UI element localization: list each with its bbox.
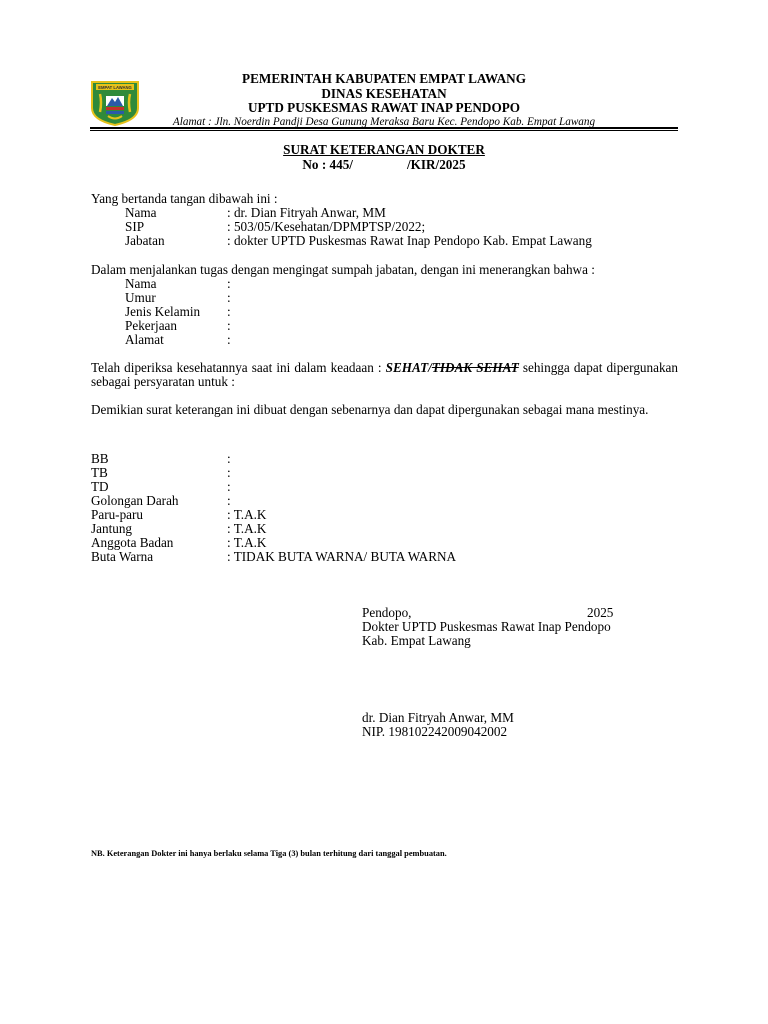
signer-value: : 503/05/Kesehatan/DPMPTSP/2022; <box>227 219 426 234</box>
patient-label: Umur <box>125 290 156 305</box>
exam-label: TD <box>91 479 109 494</box>
letterhead-divider-thick <box>90 127 678 129</box>
exam-value: : TIDAK BUTA WARNA/ BUTA WARNA <box>227 549 457 564</box>
signature-place: Pendopo, <box>362 605 412 620</box>
document-number-suffix: /KIR/2025 <box>406 156 466 172</box>
patient-label: Jenis Kelamin <box>125 304 201 319</box>
patient-value: : <box>227 276 231 291</box>
signature-role-line1: Dokter UPTD Puskesmas Rawat Inap Pendopo <box>362 619 611 634</box>
exam-label: TB <box>91 465 108 480</box>
statement-text-end: sehingga dapat dipergunakan sebagai persyaratan untuk : <box>91 360 678 389</box>
status-healthy: SEHAT/ <box>385 360 432 375</box>
exam-value: : T.A.K <box>227 507 267 522</box>
patient-value: : <box>227 290 231 305</box>
letterhead-institution: UPTD PUSKESMAS RAWAT INAP PENDOPO <box>247 100 521 115</box>
exam-label: Golongan Darah <box>91 493 179 508</box>
signer-label: Jabatan <box>125 233 165 248</box>
exam-label: Jantung <box>91 521 133 536</box>
logo-text: EMPAT LAWANG <box>98 85 132 90</box>
patient-label: Pekerjaan <box>125 318 177 333</box>
statement-text: Telah diperiksa kesehatannya saat ini dalam keadaan : <box>91 360 386 375</box>
patient-value: : <box>227 318 231 333</box>
exam-label: BB <box>91 451 109 466</box>
exam-label: Paru-paru <box>91 507 143 522</box>
exam-label: Anggota Badan <box>91 535 174 550</box>
validity-note: NB. Keterangan Dokter ini hanya berlaku selama Tiga (3) bulan terhitung dari tanggal pembuatan. <box>91 849 447 858</box>
letterhead-address: Alamat : Jln. Noerdin Pandji Desa Gunung Meraksa Baru Kec. Pendopo Kab. Empat Lawang <box>172 115 596 128</box>
exam-value: : <box>227 465 231 480</box>
letterhead-department: DINAS KESEHATAN <box>321 85 447 101</box>
document-title <box>0 143 768 172</box>
letterhead-government: PEMERINTAH KABUPATEN EMPAT LAWANG <box>242 71 526 86</box>
exam-value: : <box>227 451 231 466</box>
letterhead-divider-thin <box>90 130 678 131</box>
signer-value: : dr. Dian Fitryah Anwar, MM <box>227 205 386 220</box>
exam-value: : T.A.K <box>227 535 267 550</box>
closing-statement: Demikian surat keterangan ini dibuat dengan sebenarnya dan dapat dipergunakan sebagai mana mestinya. <box>91 402 649 417</box>
exam-value: : <box>227 493 231 508</box>
signer-label: Nama <box>125 205 157 220</box>
patient-label: Nama <box>125 276 157 291</box>
signature-year: 2025 <box>587 605 614 620</box>
exam-label: Buta Warna <box>91 549 154 564</box>
patient-value: : <box>227 304 231 319</box>
patient-value: : <box>227 332 231 347</box>
signer-label: SIP <box>125 219 145 234</box>
document-number <box>0 158 768 173</box>
letterhead <box>146 72 622 129</box>
signature-place-date <box>362 606 620 620</box>
patient-label: Alamat <box>125 332 164 347</box>
signer-value: : dokter UPTD Puskesmas Rawat Inap Pendopo Kab. Empat Lawang <box>227 233 592 248</box>
exam-value: : T.A.K <box>227 521 267 536</box>
document-number-prefix: No : 445/ <box>302 156 353 172</box>
signature-nip: NIP. 198102242009042002 <box>362 724 508 739</box>
signature-role-line2: Kab. Empat Lawang <box>362 633 471 648</box>
signer-intro: Yang bertanda tangan dibawah ini : <box>91 191 278 206</box>
signature-name: dr. Dian Fitryah Anwar, MM <box>362 710 514 725</box>
status-unhealthy: TIDAK SEHAT <box>431 360 519 375</box>
regency-emblem-icon <box>88 78 142 126</box>
exam-value: : <box>227 479 231 494</box>
health-statement <box>91 361 678 389</box>
document-heading: SURAT KETERANGAN DOKTER <box>283 142 485 157</box>
patient-intro: Dalam menjalankan tugas dengan mengingat sumpah jabatan, dengan ini menerangkan bahwa : <box>91 262 595 277</box>
